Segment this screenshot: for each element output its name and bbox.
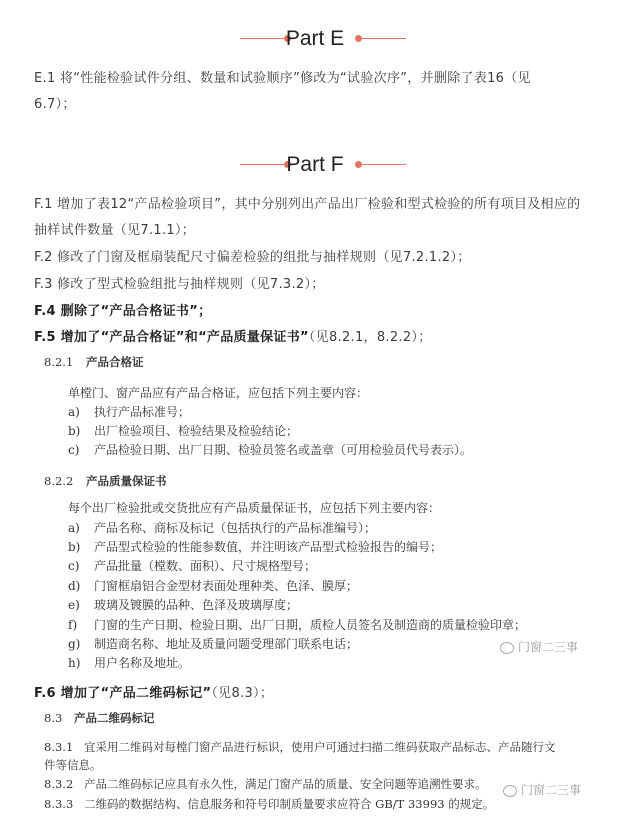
list-item [68, 577, 358, 594]
section-title: 产品合格证 [86, 355, 144, 369]
clause-text: 产品二维码标记应具有永久性，满足门窗产品的质量、安全问题等追溯性要求。 [84, 777, 487, 791]
section-title: 产品质量保证书 [86, 474, 167, 488]
item-text: 玻璃及镀膜的品种、色泽及玻璃厚度； [94, 598, 299, 612]
f5-bold-text: F.5 增加了“产品合格证”和“产品质量保证书” [34, 330, 309, 345]
item-label: b) [68, 424, 81, 438]
divider-dot-right [355, 35, 362, 42]
list-item [68, 519, 376, 536]
f4-text: F.4 删除了“产品合格证书”； [34, 304, 212, 319]
list-item [68, 616, 526, 633]
watermark-text: 门窗二三事 [518, 640, 579, 654]
divider-line-right [362, 164, 406, 165]
f2-text: F.2 修改了门窗及框扇装配尺寸偏差检验的组批与抽样规则（见7.2.1.2）； [34, 250, 471, 265]
item-label: a) [68, 521, 80, 535]
section-83-heading [44, 710, 155, 726]
f5-text [34, 325, 616, 351]
item-text: 产品型式检验的性能参数值，并注明该产品型式检验报告的编号； [94, 540, 443, 554]
clause-text: 宜采用二维码对每樘门窗产品进行标识，使用户可通过扫描二维码获取产品标志、产品随行文 [84, 740, 556, 754]
item-label: a) [68, 405, 80, 419]
item-text: 门窗的生产日期、检验日期、出厂日期，质检人员签名及制造商的质量检验印章； [94, 618, 527, 632]
list-item [68, 441, 472, 458]
list-item [68, 635, 358, 652]
part-f-header [0, 150, 630, 180]
f1-text: F.1 增加了表12“产品检验项目”，其中分别列出产品出厂检验和型式检验的所有项目及相应的 [34, 197, 581, 212]
watermark-text: 门窗二三事 [521, 783, 582, 797]
item-label: b) [68, 540, 81, 554]
item-label: g) [68, 637, 81, 651]
item-text: 产品名称、商标及标记（包括执行的产品标准编号）； [94, 521, 377, 535]
section-number: 8.2.1 [44, 355, 74, 369]
item-text: 出厂检验项目、检验结果及检验结论； [94, 424, 299, 438]
item-label: d) [68, 579, 81, 593]
section-822-heading [44, 473, 167, 489]
item-label: c) [68, 443, 80, 457]
list-item [68, 422, 298, 439]
part-e-header [0, 24, 630, 54]
watermark [500, 638, 578, 655]
list-item [68, 596, 298, 613]
list-item [68, 403, 190, 420]
item-label: h) [68, 656, 81, 670]
wechat-icon [503, 785, 517, 797]
item-text: 产品批量（樘数、面积）、尺寸规格型号； [94, 559, 317, 573]
f1-text-cont: 抽样试件数量（见7.1.1）； [34, 223, 196, 238]
clause-831-cont: 件等信息。 [44, 758, 102, 772]
item-text: 产品检验日期、出厂日期、检验员签名或盖章（可用检验员代号表示）。 [94, 443, 473, 457]
part-f-title: Part F [286, 153, 344, 176]
e1-text: E.1 将“性能检验试件分组、数量和试验顺序”修改为“试验次序”，并删除了表16（见 [34, 71, 531, 86]
item-label: c) [68, 559, 80, 573]
divider-line-right [362, 38, 406, 39]
item-text: 门窗框扇铝合金型材表面处理种类、色泽、膜厚； [94, 579, 359, 593]
f3-text: F.3 修改了型式检验组批与抽样规则（见7.3.2）； [34, 277, 325, 292]
list-item [68, 538, 442, 555]
item-label: f) [68, 618, 78, 632]
e1-text-cont: 6.7）； [34, 97, 76, 112]
f5-ref-text: （见8.2.1，8.2.2）； [308, 330, 432, 345]
item-label: e) [68, 598, 80, 612]
clause-number: 8.3.3 [44, 797, 74, 811]
list-item [68, 654, 190, 671]
section-number: 8.2.2 [44, 474, 74, 488]
item-text: 制造商名称、地址及质量问题受理部门联系电话； [94, 637, 359, 651]
list-item [68, 557, 316, 574]
f6-text [34, 681, 616, 707]
clause-number: 8.3.1 [44, 740, 74, 754]
section-number: 8.3 [44, 711, 63, 725]
section-821-intro: 单樘门、窗产品应有产品合格证，应包括下列主要内容： [68, 386, 369, 400]
clause-text: 二维码的数据结构、信息服务和符号印制质量要求应符合 GB/T 33993 的规定。 [84, 797, 495, 811]
f6-ref-text: （见8.3）； [211, 686, 274, 701]
clause-number: 8.3.2 [44, 777, 74, 791]
part-e-title: Part E [285, 27, 345, 50]
watermark [503, 781, 581, 798]
section-822-intro: 每个出厂检验批或交货批应有产品质量保证书，应包括下列主要内容： [68, 501, 441, 515]
item-text: 执行产品标准号； [94, 405, 191, 419]
section-title: 产品二维码标记 [74, 711, 155, 725]
wechat-icon [500, 642, 514, 654]
clause-831 [44, 737, 620, 757]
item-text: 用户名称及地址。 [94, 656, 191, 670]
f6-bold-text: F.6 增加了“产品二维码标记” [34, 686, 212, 701]
divider-dot-right [355, 161, 362, 168]
section-821-heading [44, 354, 144, 370]
